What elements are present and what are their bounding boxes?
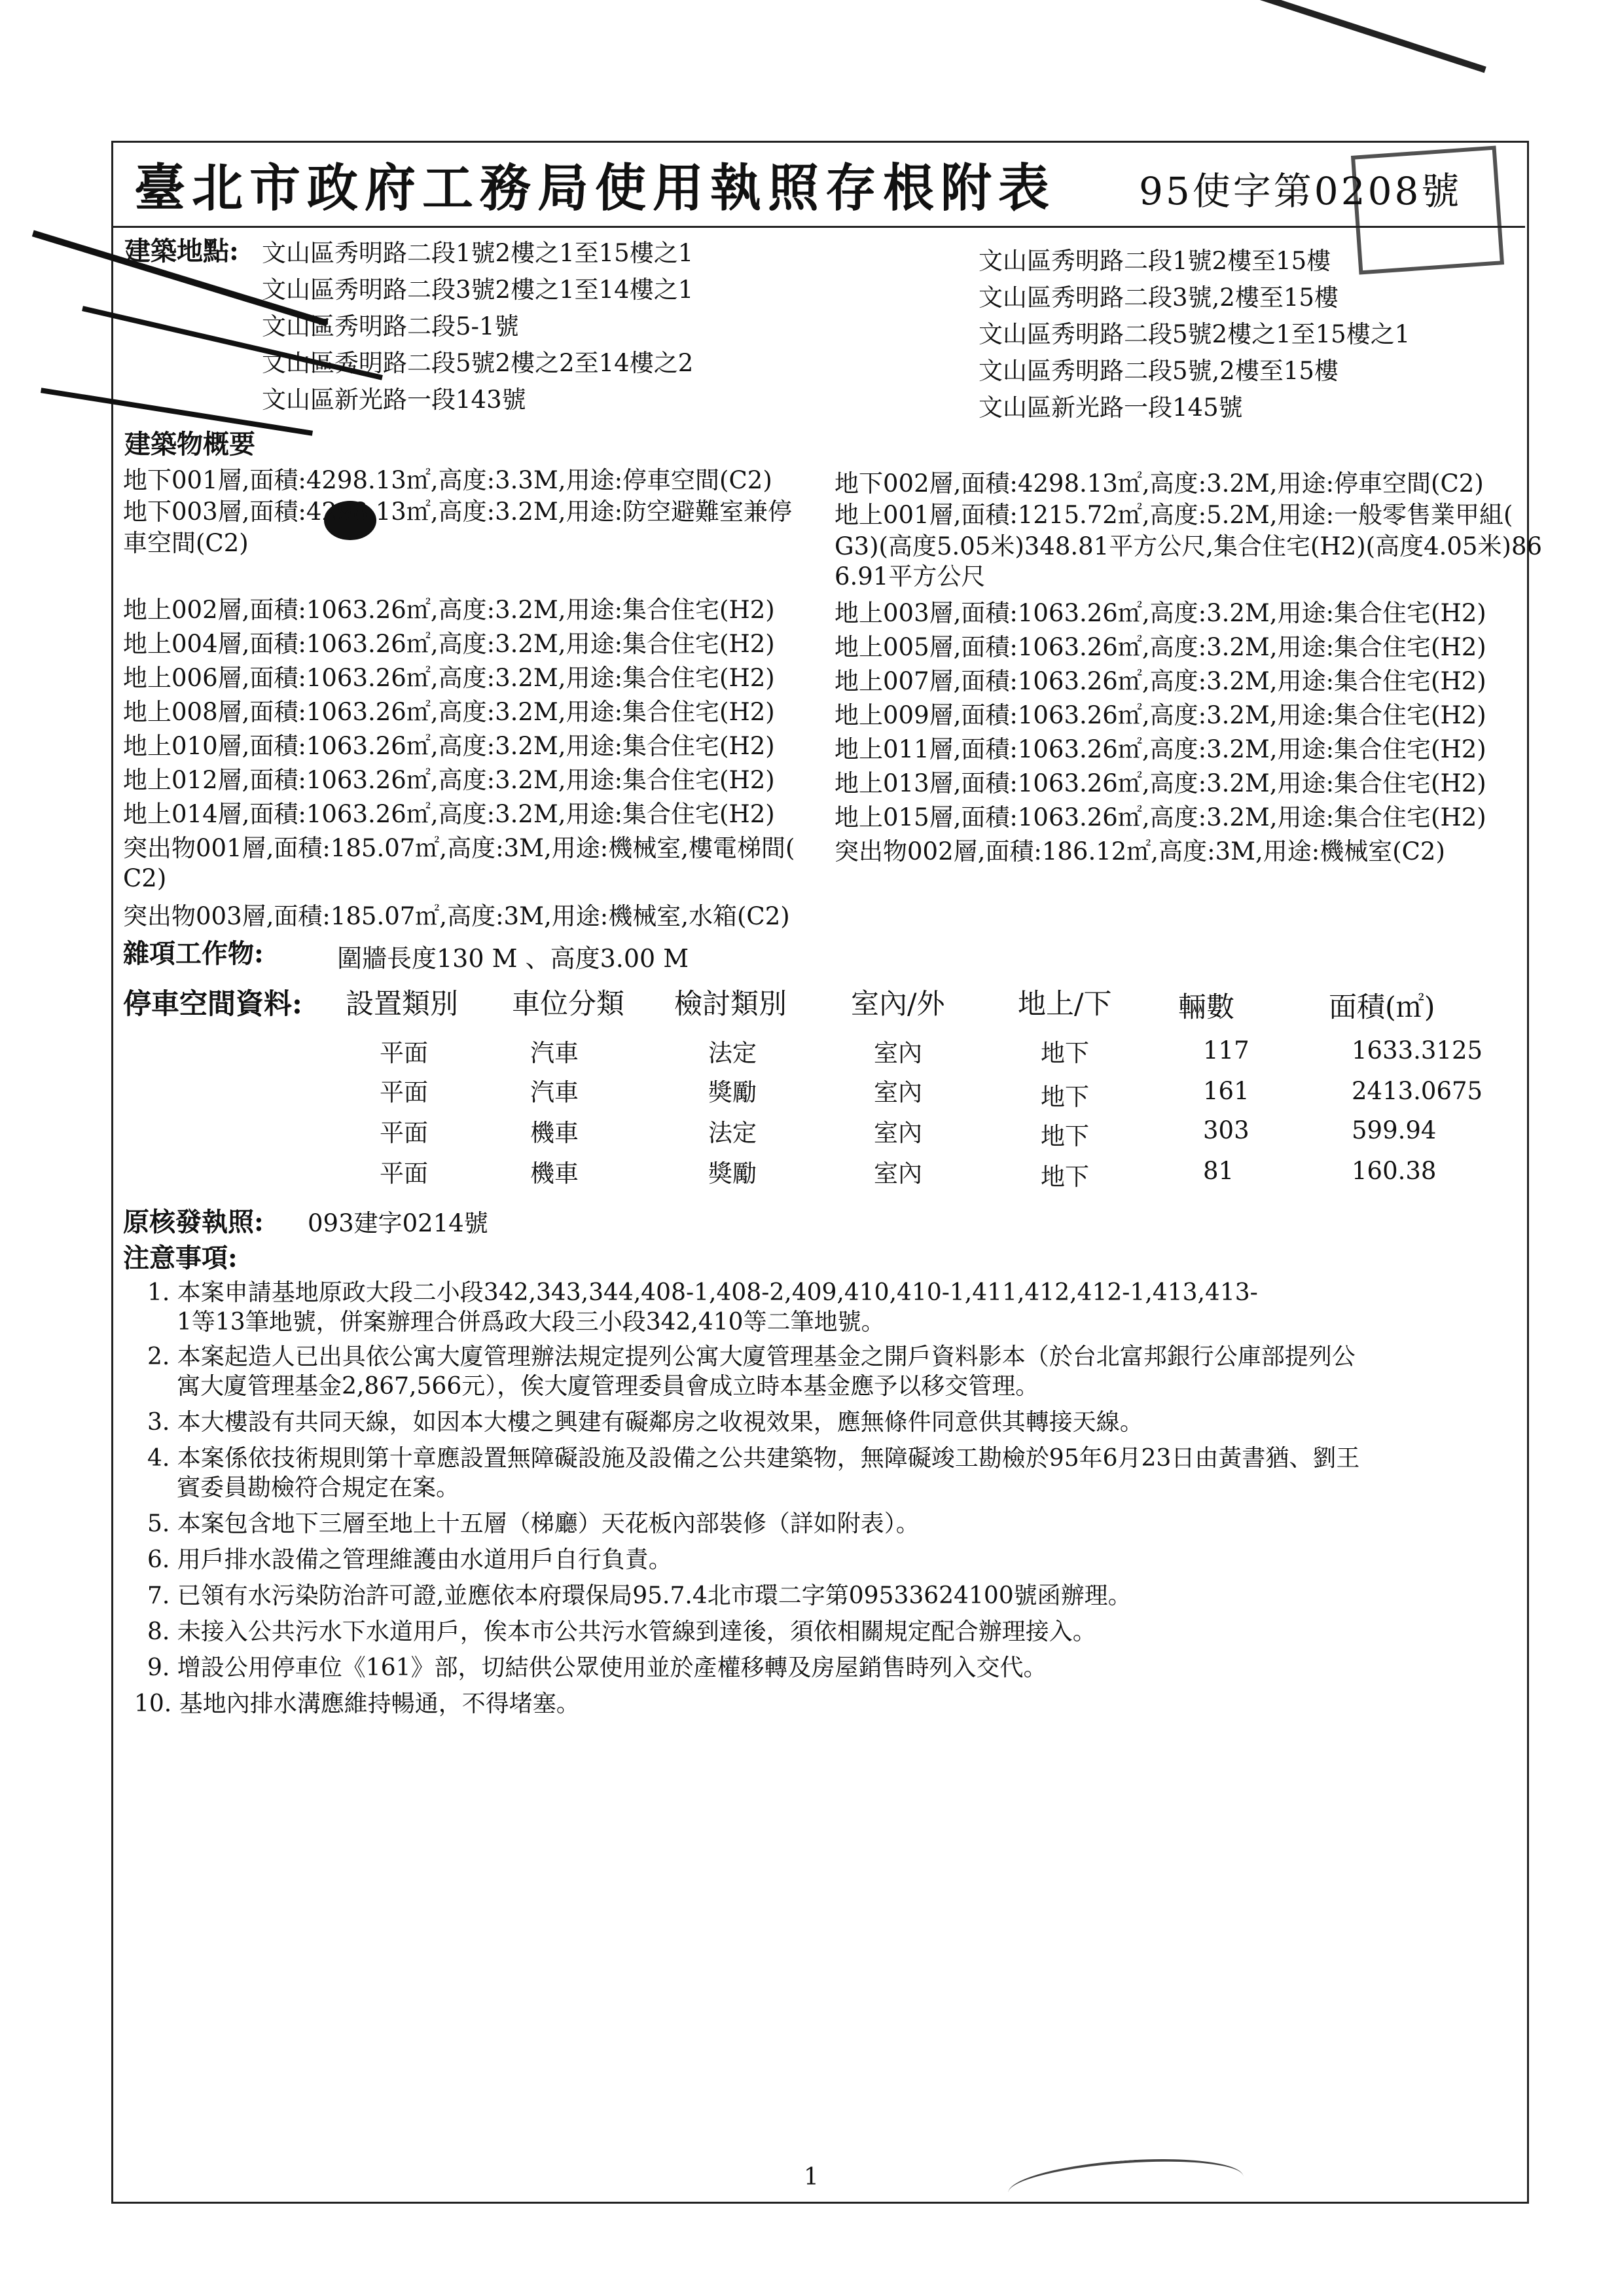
- summary-left-line: 地上014層,面積:1063.26㎡,高度:3.2M,用途:集合住宅(H2): [123, 800, 775, 828]
- parking-cell: 法定: [708, 1039, 757, 1067]
- parking-cell: 160.38: [1352, 1157, 1437, 1185]
- note-line: 1. 本案申請基地原政大段二小段342,343,344,408-1,408-2,409,410,410-1,411,412,412-1,413,413-: [147, 1279, 1258, 1306]
- parking-cell: 117: [1203, 1036, 1249, 1065]
- location-right-4: 文山區秀明路二段5號,2樓至15樓: [979, 357, 1339, 385]
- summary-right-line: 地上009層,面積:1063.26㎡,高度:3.2M,用途:集合住宅(H2): [835, 701, 1486, 729]
- parking-header-type: 設置類別: [346, 988, 458, 1021]
- parking-cell: 室內: [874, 1078, 922, 1106]
- note-line: 4. 本案係依技術規則第十章應設置無障礙設施及設備之公共建築物，無障礙竣工勘檢於95年6月23日由黃書猶、劉王: [147, 1445, 1360, 1472]
- parking-cell: 地下: [1041, 1163, 1089, 1191]
- parking-cell: 地下: [1041, 1039, 1089, 1067]
- parking-cell: 機車: [530, 1119, 579, 1147]
- parking-cell: 室內: [874, 1159, 922, 1188]
- location-left-2: 文山區秀明路二段3號2樓之1至14樓之1: [262, 276, 694, 304]
- summary-left-line: 地下003層,面積:4298.13㎡,高度:3.2M,用途:防空避難室兼停: [123, 498, 793, 526]
- location-right-2: 文山區秀明路二段3號,2樓至15樓: [979, 283, 1339, 312]
- parking-cell: 2413.0675: [1352, 1077, 1483, 1105]
- parking-cell: 81: [1203, 1157, 1234, 1185]
- misc-value: 圍牆長度130 M 、高度3.00 M: [337, 944, 689, 973]
- note-line: 3. 本大樓設有共同天線，如因本大樓之興建有礙鄰房之收視效果，應無條件同意供其轉接天線。: [147, 1409, 1143, 1436]
- summary-label: 建築物概要: [124, 429, 255, 460]
- parking-cell: 獎勵: [708, 1078, 757, 1106]
- parking-header-review: 檢討類別: [674, 988, 787, 1021]
- misc-label: 雜項工作物:: [123, 938, 264, 969]
- parking-header-class: 車位分類: [512, 988, 624, 1021]
- note-line: 8. 未接入公共污水下水道用戶，俟本市公共污水管線到達後，須依相關規定配合辦理接入。: [147, 1618, 1096, 1645]
- original-permit-label: 原核發執照:: [123, 1207, 264, 1237]
- parking-cell: 汽車: [530, 1039, 579, 1067]
- summary-right-line: 地上007層,面積:1063.26㎡,高度:3.2M,用途:集合住宅(H2): [835, 667, 1486, 695]
- summary-right-line: 地上011層,面積:1063.26㎡,高度:3.2M,用途:集合住宅(H2): [835, 735, 1486, 763]
- permit-number: 95使字第0208號: [1139, 169, 1462, 213]
- parking-cell: 161: [1203, 1077, 1249, 1105]
- summary-right-line: 地上003層,面積:1063.26㎡,高度:3.2M,用途:集合住宅(H2): [835, 599, 1486, 627]
- note-line: 6. 用戶排水設備之管理維護由水道用戶自行負責。: [147, 1546, 672, 1573]
- summary-left-line: 地上002層,面積:1063.26㎡,高度:3.2M,用途:集合住宅(H2): [123, 596, 775, 624]
- document-frame: [111, 141, 1529, 2204]
- parking-cell: 平面: [380, 1039, 428, 1067]
- page-number: 1: [804, 2164, 819, 2191]
- location-label: 建築地點:: [124, 236, 239, 266]
- notes-label: 注意事項:: [123, 1243, 238, 1273]
- note-line: 2. 本案起造人已出具依公寓大廈管理辦法規定提列公寓大廈管理基金之開戶資料影本（於台北富邦銀行公庫部提列公: [147, 1343, 1356, 1370]
- parking-header-area: 面積(㎡): [1329, 991, 1435, 1024]
- summary-left-line: 地下001層,面積:4298.13㎡,高度:3.3M,用途:停車空間(C2): [123, 466, 772, 494]
- parking-cell: 平面: [380, 1159, 428, 1188]
- location-left-5: 文山區新光路一段143號: [262, 386, 526, 414]
- note-line: 10. 基地內排水溝應維持暢通，不得堵塞。: [134, 1690, 580, 1717]
- note-line: 5. 本案包含地下三層至地上十五層（梯廳）天花板內部裝修（詳如附表）。: [147, 1510, 920, 1537]
- note-line: 寓大廈管理基金2,867,566元），俟大廈管理委員會成立時本基金應予以移交管理。: [177, 1373, 1039, 1400]
- summary-right-line: G3)(高度5.05米)348.81平方公尺,集合住宅(H2)(高度4.05米)86: [835, 532, 1543, 560]
- note-line: 1等13筆地號，併案辦理合併爲政大段三小段342,410等二筆地號。: [177, 1309, 885, 1336]
- parking-header-indoor: 室內/外: [851, 988, 945, 1021]
- parking-cell: 599.94: [1352, 1116, 1437, 1144]
- summary-right-line: 地下002層,面積:4298.13㎡,高度:3.2M,用途:停車空間(C2): [835, 469, 1484, 498]
- parking-header-level: 地上/下: [1018, 988, 1112, 1021]
- location-left-4: 文山區秀明路二段5號2樓之2至14樓之2: [262, 349, 694, 377]
- parking-label: 停車空間資料:: [123, 988, 302, 1021]
- note-line: 7. 已領有水污染防治許可證,並應依本府環保局95.7.4北市環二字第09533624100號函辦理。: [147, 1582, 1132, 1609]
- parking-cell: 303: [1203, 1116, 1249, 1144]
- summary-left-line: 地上012層,面積:1063.26㎡,高度:3.2M,用途:集合住宅(H2): [123, 766, 775, 794]
- location-right-1: 文山區秀明路二段1號2樓至15樓: [979, 247, 1331, 275]
- stamp-mark: [1223, 0, 1486, 148]
- parking-cell: 室內: [874, 1119, 922, 1147]
- parking-cell: 平面: [380, 1078, 428, 1106]
- parking-cell: 1633.3125: [1352, 1036, 1483, 1065]
- note-line: 賓委員勘檢符合規定在案。: [177, 1474, 460, 1501]
- page-title: 臺北市政府工務局使用執照存根附表: [134, 158, 1056, 218]
- parking-cell: 獎勵: [708, 1159, 757, 1188]
- location-left-3: 文山區秀明路二段5-1號: [262, 312, 519, 340]
- summary-left-line: C2): [123, 864, 167, 892]
- location-left-1: 文山區秀明路二段1號2樓之1至15樓之1: [262, 239, 694, 267]
- parking-cell: 法定: [708, 1119, 757, 1147]
- summary-left-line: 地上010層,面積:1063.26㎡,高度:3.2M,用途:集合住宅(H2): [123, 732, 775, 760]
- summary-left-line: 地上006層,面積:1063.26㎡,高度:3.2M,用途:集合住宅(H2): [123, 664, 775, 692]
- summary-right-line: 地上015層,面積:1063.26㎡,高度:3.2M,用途:集合住宅(H2): [835, 803, 1486, 831]
- location-right-5: 文山區新光路一段145號: [979, 393, 1243, 422]
- parking-cell: 機車: [530, 1159, 579, 1188]
- summary-left-line: 突出物003層,面積:185.07㎡,高度:3M,用途:機械室,水箱(C2): [123, 902, 790, 930]
- summary-right-line: 突出物002層,面積:186.12㎡,高度:3M,用途:機械室(C2): [835, 837, 1445, 866]
- parking-cell: 平面: [380, 1119, 428, 1147]
- summary-left-line: 地上004層,面積:1063.26㎡,高度:3.2M,用途:集合住宅(H2): [123, 630, 775, 658]
- summary-left-line: 地上008層,面積:1063.26㎡,高度:3.2M,用途:集合住宅(H2): [123, 698, 775, 726]
- summary-right-line: 地上013層,面積:1063.26㎡,高度:3.2M,用途:集合住宅(H2): [835, 769, 1486, 797]
- parking-cell: 地下: [1041, 1083, 1089, 1111]
- parking-cell: 地下: [1041, 1122, 1089, 1150]
- summary-right-line: 6.91平方公尺: [835, 562, 986, 591]
- note-line: 9. 增設公用停車位《161》部，切結供公眾使用並於產權移轉及房屋銷售時列入交代。: [147, 1654, 1047, 1681]
- summary-left-line: 突出物001層,面積:185.07㎡,高度:3M,用途:機械室,樓電梯間(: [123, 834, 795, 862]
- original-permit-value: 093建字0214號: [308, 1209, 488, 1237]
- parking-header-count: 輛數: [1178, 991, 1234, 1024]
- parking-cell: 汽車: [530, 1078, 579, 1106]
- summary-right-line: 地上001層,面積:1215.72㎡,高度:5.2M,用途:一般零售業甲組(: [835, 501, 1513, 529]
- summary-right-line: 地上005層,面積:1063.26㎡,高度:3.2M,用途:集合住宅(H2): [835, 633, 1486, 661]
- title-divider: [111, 226, 1525, 228]
- location-right-3: 文山區秀明路二段5號2樓之1至15樓之1: [979, 320, 1411, 348]
- parking-cell: 室內: [874, 1039, 922, 1067]
- summary-left-line: 車空間(C2): [123, 529, 249, 557]
